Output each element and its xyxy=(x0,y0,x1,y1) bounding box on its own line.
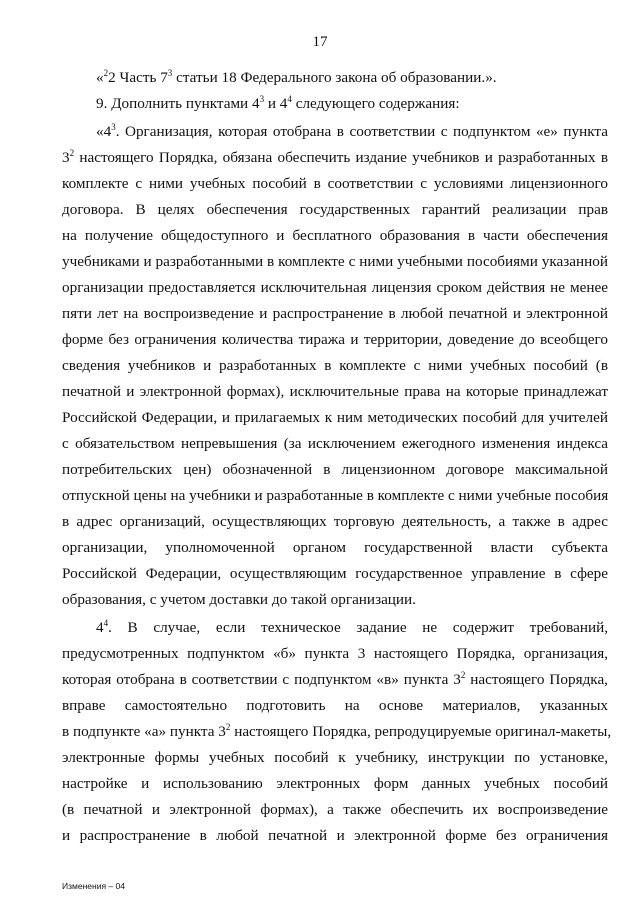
text-line: Российской Федерации, и прилагаемых к ним методических пособий для учителей xyxy=(62,409,608,426)
text-line: вправе самостоятельно подготовить на основе материалов, указанных xyxy=(62,697,608,714)
text-line: $3^2$ настоящего Порядка, обязана обеспечить издание учебников и разработанных в xyxy=(62,148,608,166)
text-line: «$^2$2 Часть $7^3$ статьи 18 Федерального закона об образовании.». xyxy=(96,68,497,86)
page-number: 17 xyxy=(312,34,328,50)
text-line: печатной и электронной формах), исключительные права на которые принадлежат xyxy=(62,383,608,400)
text-line: в адрес организаций, осуществляющих торговую деятельность, а также в адрес xyxy=(62,513,608,530)
text-line: договора. В целях обеспечения государственных гарантий реализации прав xyxy=(62,201,608,218)
text-line: с обязательством непревышения (за исключением ежегодного изменения индекса xyxy=(62,435,608,452)
text-line: образования, с учетом доставки до такой организации. xyxy=(62,591,416,608)
text-line: и распространение в любой печатной и электронной форме без ограничения xyxy=(62,827,608,844)
text-line: форме без ограничения количества тиража и территории, доведение до всеобщего xyxy=(62,331,608,348)
footer-revision-note: Изменения – 04 xyxy=(62,881,125,891)
text-line: потребительских цен) обозначенной в лицензионном договоре максимальной xyxy=(62,461,608,478)
text-line: сведения учебников и разработанных в комплекте с ними учебных пособий (в xyxy=(62,357,608,374)
text-line: организации, уполномоченной органом государственной власти субъекта xyxy=(62,539,608,556)
text-line: Российской Федерации, осуществляющим государственное управление в сфере xyxy=(62,565,608,582)
text-line: предусмотренных подпунктом «б» пункта 3 настоящего Порядка, организация, xyxy=(62,645,608,662)
text-line: на получение общедоступного и бесплатного образования в части обеспечения xyxy=(62,227,608,244)
text-line: организации предоставляется исключительная лицензия сроком действия не менее xyxy=(62,279,608,296)
text-line: отпускной цены на учебники и разработанные в комплекте с ними учебные пособия xyxy=(62,487,609,504)
text-line: в подпункте «а» пункта $3^2$ настоящего Порядка, репродуцируемые оригинал-макеты, xyxy=(62,722,612,740)
text-line: 9. Дополнить пунктами $4^3$ и $4^4$ следующего содержания: xyxy=(96,94,460,112)
text-line: пяти лет на воспроизведение и распространение в любой печатной и электронной xyxy=(62,305,608,322)
text-line: $4^4$. В случае, если техническое задание не содержит требований, xyxy=(96,618,608,636)
text-line: настройке и использованию электронных форм данных учебных пособий xyxy=(62,775,608,792)
text-line: электронные формы учебных пособий к учебнику, инструкции по установке, xyxy=(62,749,608,766)
text-line: учебниками и разработанными в комплекте с ними учебными пособиями указанной xyxy=(62,253,608,270)
text-line: которая отобрана в соответствии с подпунктом «в» пункта $3^2$ настоящего Порядка, xyxy=(62,670,608,688)
text-line: комплекте с ними учебных пособий в соответствии с условиями лицензионного xyxy=(62,175,608,192)
text-line: (в печатной и электронной формах), а также обеспечить их воспроизведение xyxy=(62,801,608,818)
text-line: «$4^3$. Организация, которая отобрана в соответствии с подпунктом «е» пункта xyxy=(96,122,608,140)
